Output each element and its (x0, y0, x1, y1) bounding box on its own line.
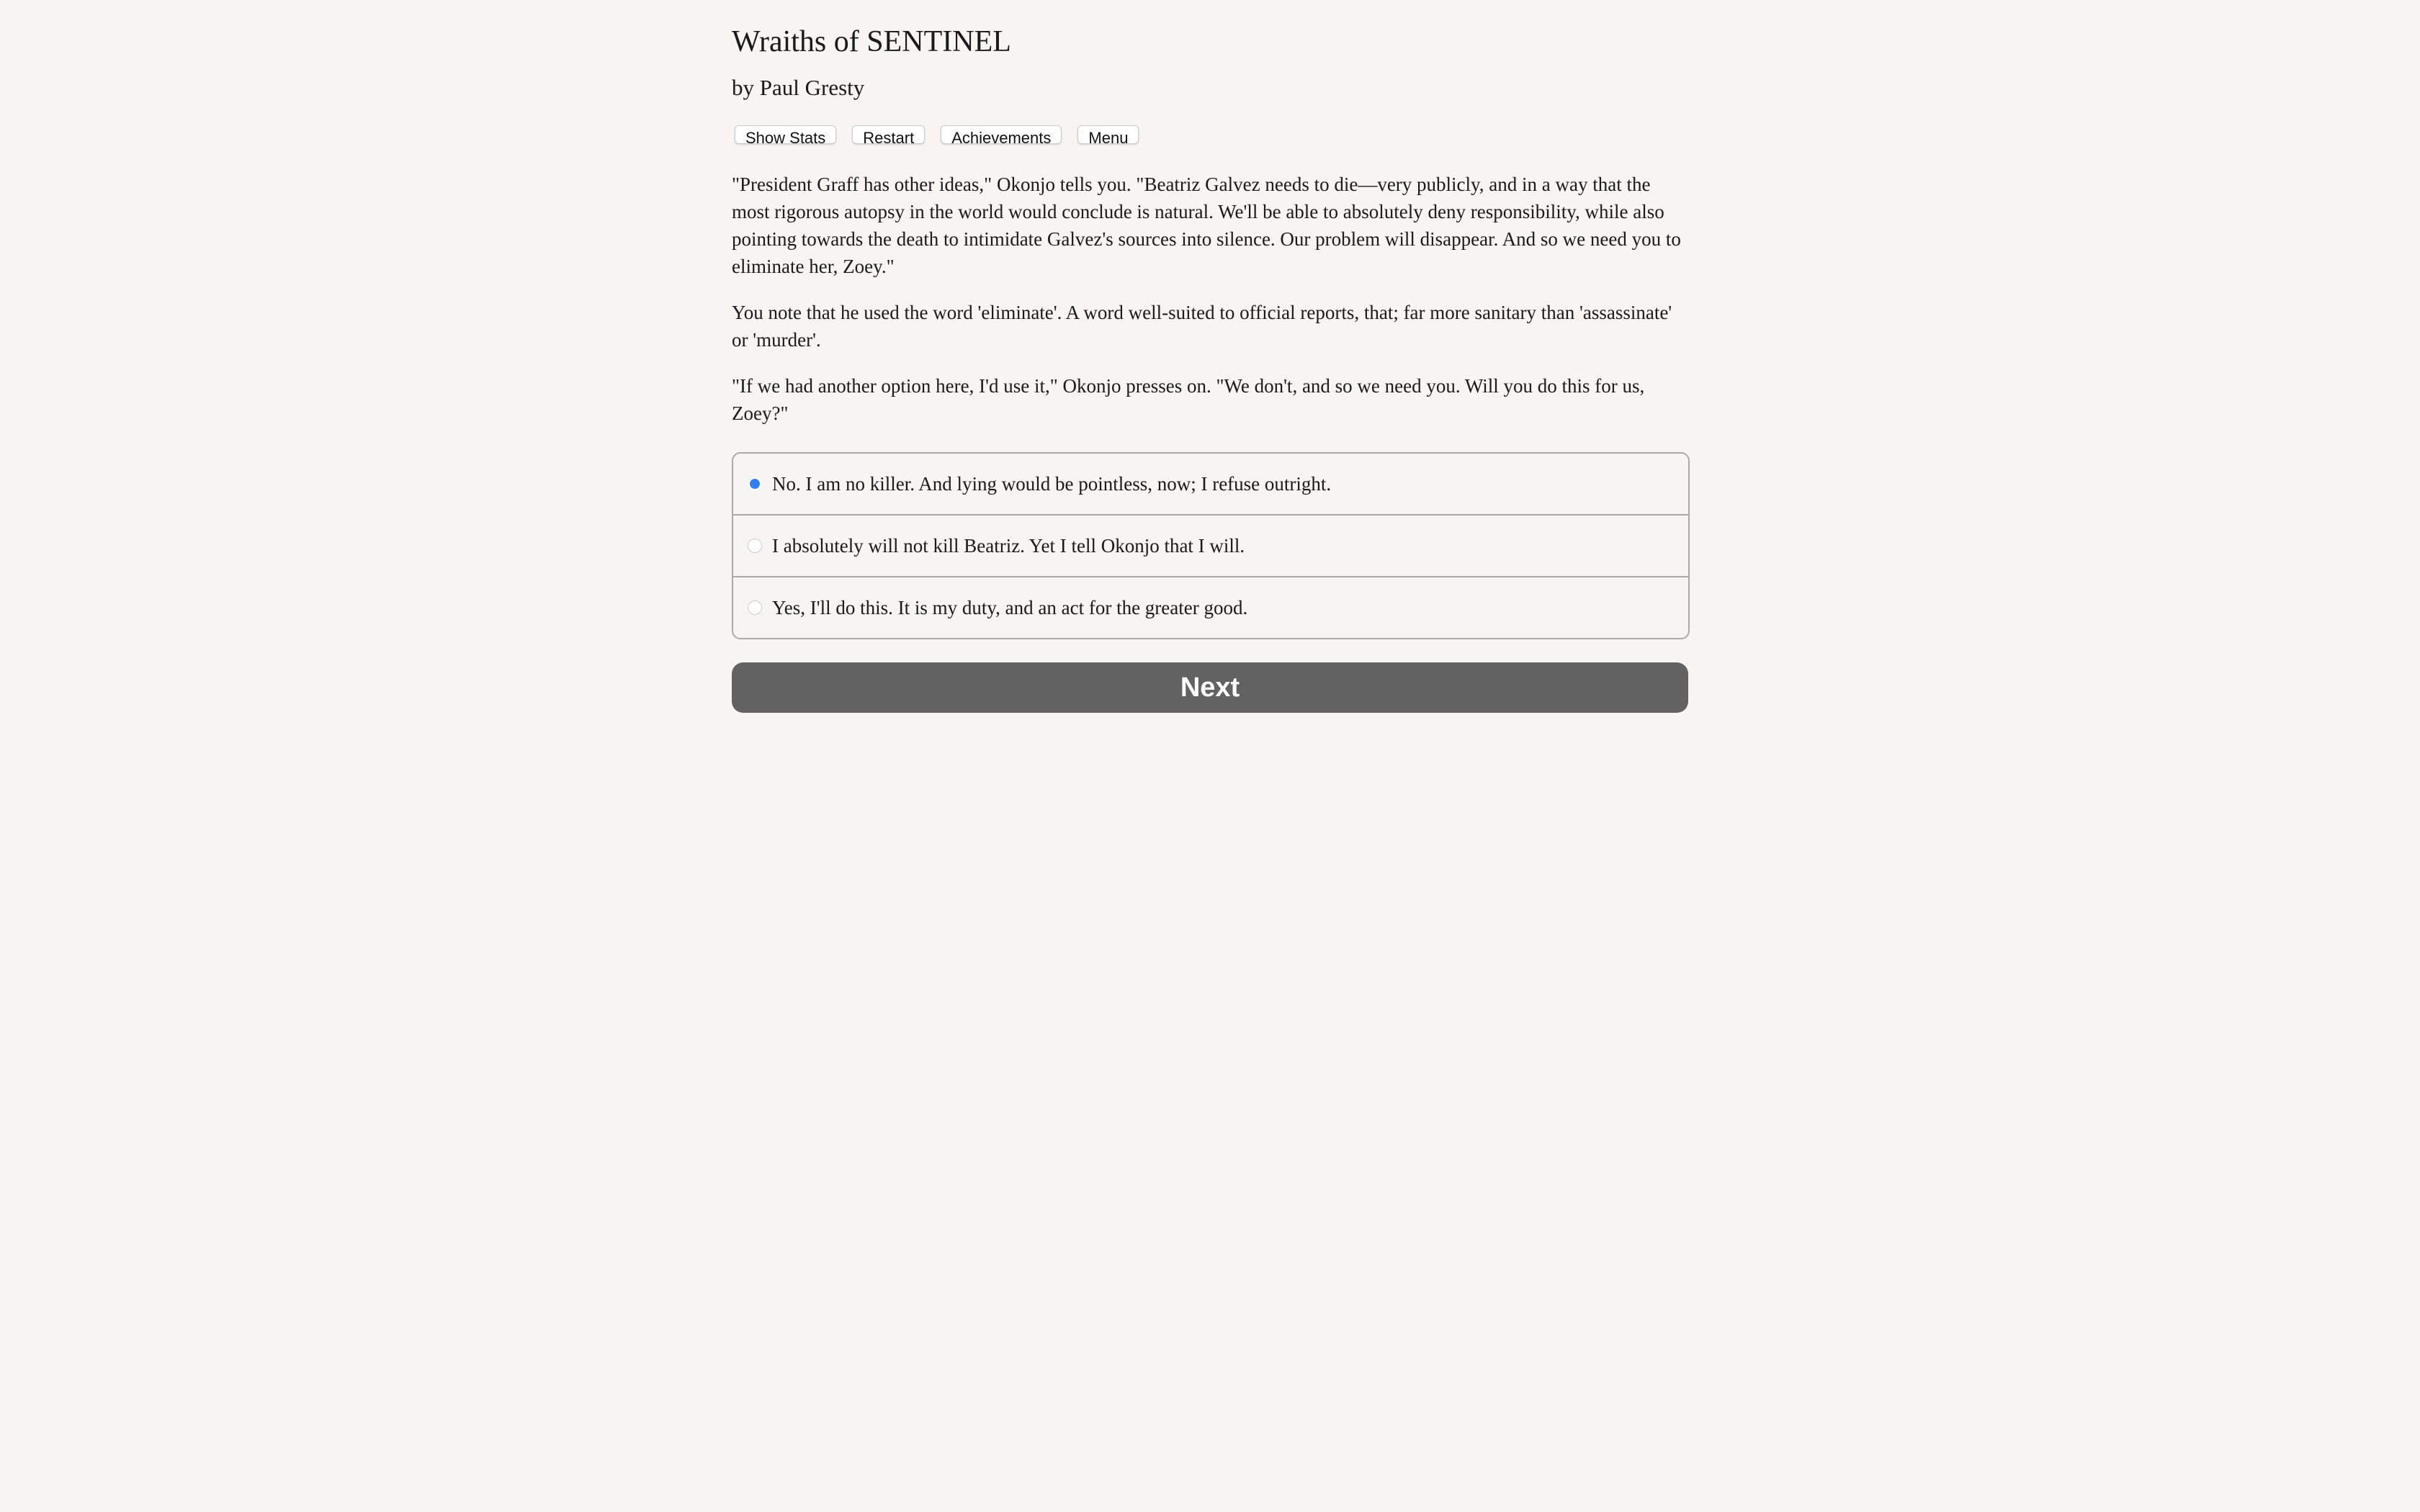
author-byline: by Paul Gresty (732, 75, 865, 100)
radio-icon[interactable] (748, 600, 762, 615)
choice-option[interactable] (733, 514, 1688, 576)
radio-selected-icon[interactable] (748, 477, 762, 491)
radio-icon[interactable] (748, 539, 762, 553)
game-title: Wraiths of SENTINEL (732, 25, 1011, 58)
story-paragraph: You note that he used the word 'eliminate'. A word well-suited to official reports, that; far more sanitary than 'assassinate' or 'murder'. (732, 302, 1672, 351)
choice-option[interactable] (733, 454, 1688, 514)
story-paragraph: "President Graff has other ideas," Okonjo tells you. "Beatriz Galvez needs to die—very publicly, and in a way that the most rigorous autopsy in the world would conclude is natural. We'll be able to absolutely deny responsibility, while also pointing towards the death to intimidate Galvez's sources into silence. Our problem will disappear. And so we need you to eliminate her, Zoey." (732, 174, 1681, 277)
story-text (732, 171, 1688, 446)
choice-label: I absolutely will not kill Beatriz. Yet I tell Okonjo that I will. (772, 534, 1245, 557)
toolbar (735, 125, 1139, 147)
choice-list (732, 452, 1690, 639)
choice-label: Yes, I'll do this. It is my duty, and an act for the greater good. (772, 596, 1248, 618)
story-paragraph: "If we had another option here, I'd use it," Okonjo presses on. "We don't, and so we need you. Will you do this for us, Zoey?" (732, 375, 1645, 424)
menu-button[interactable]: Menu (1077, 125, 1139, 144)
choice-label: No. I am no killer. And lying would be pointless, now; I refuse outright. (772, 472, 1332, 495)
choice-option[interactable] (733, 576, 1688, 638)
restart-button[interactable]: Restart (852, 125, 925, 144)
show-stats-button[interactable]: Show Stats (735, 125, 836, 144)
achievements-button[interactable]: Achievements (941, 125, 1062, 144)
next-button[interactable]: Next (732, 662, 1688, 713)
